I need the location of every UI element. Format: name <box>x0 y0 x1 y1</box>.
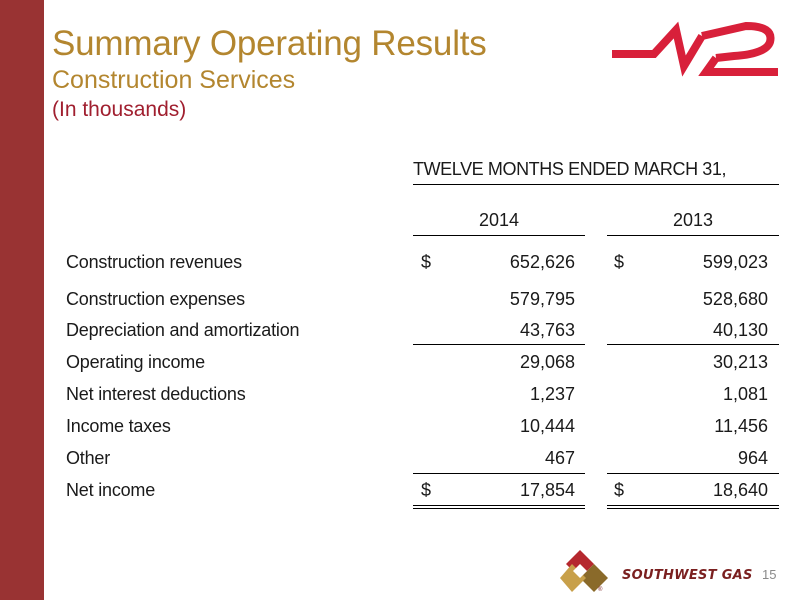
row-label-operating-income: Operating income <box>66 352 205 372</box>
value-2014: 43,763 <box>519 320 575 340</box>
row-label-net-interest-deductions: Net interest deductions <box>66 384 246 404</box>
value-2014: 467 <box>544 448 575 468</box>
value-2014: 17,854 <box>519 480 575 500</box>
currency-symbol: $ <box>421 480 432 500</box>
row-label-construction-revenues: Construction revenues <box>66 252 242 272</box>
row-label-income-taxes: Income taxes <box>66 416 171 436</box>
total-double-rule <box>607 505 779 506</box>
subtotal-rule <box>607 344 779 345</box>
units-note: (In thousands) <box>52 98 187 121</box>
year-rule <box>607 235 779 236</box>
value-2013: 599,023 <box>702 252 768 272</box>
value-2013: 30,213 <box>712 352 768 372</box>
page-number: 15 <box>762 567 777 582</box>
page-title: Summary Operating Results <box>52 24 487 63</box>
registered-mark: ® <box>598 587 603 593</box>
value-2013: 964 <box>737 448 768 468</box>
total-double-rule <box>413 508 585 509</box>
side-bar <box>0 0 44 600</box>
southwest-gas-wordmark: SOUTHWEST GAS <box>622 568 753 583</box>
subtotal-rule <box>413 473 585 474</box>
period-rule <box>413 184 779 185</box>
page-subtitle: Construction Services <box>52 66 296 94</box>
np-logo-icon <box>606 16 782 78</box>
subtotal-rule <box>607 473 779 474</box>
value-2013: 11,456 <box>714 416 768 436</box>
total-double-rule <box>607 508 779 509</box>
currency-symbol: $ <box>421 252 432 272</box>
row-label-other: Other <box>66 448 111 468</box>
value-2014: 579,795 <box>509 289 575 309</box>
value-2014: 10,444 <box>519 416 575 436</box>
year-header-2014: 2014 <box>478 210 520 230</box>
value-2013: 528,680 <box>702 289 768 309</box>
row-label-construction-expenses: Construction expenses <box>66 289 245 309</box>
currency-symbol: $ <box>614 480 625 500</box>
value-2014: 652,626 <box>509 252 575 272</box>
row-label-net-income: Net income <box>66 480 156 500</box>
year-rule <box>413 235 585 236</box>
value-2013: 1,081 <box>722 384 768 404</box>
value-2013: 40,130 <box>712 320 768 340</box>
row-label-depreciation: Depreciation and amortization <box>66 320 300 340</box>
year-header-2013: 2013 <box>672 210 714 230</box>
period-header: TWELVE MONTHS ENDED MARCH 31, <box>413 159 727 179</box>
currency-symbol: $ <box>614 252 625 272</box>
total-double-rule <box>413 505 585 506</box>
value-2014: 29,068 <box>519 352 575 372</box>
value-2013: 18,640 <box>712 480 768 500</box>
value-2014: 1,237 <box>529 384 575 404</box>
subtotal-rule <box>413 344 585 345</box>
